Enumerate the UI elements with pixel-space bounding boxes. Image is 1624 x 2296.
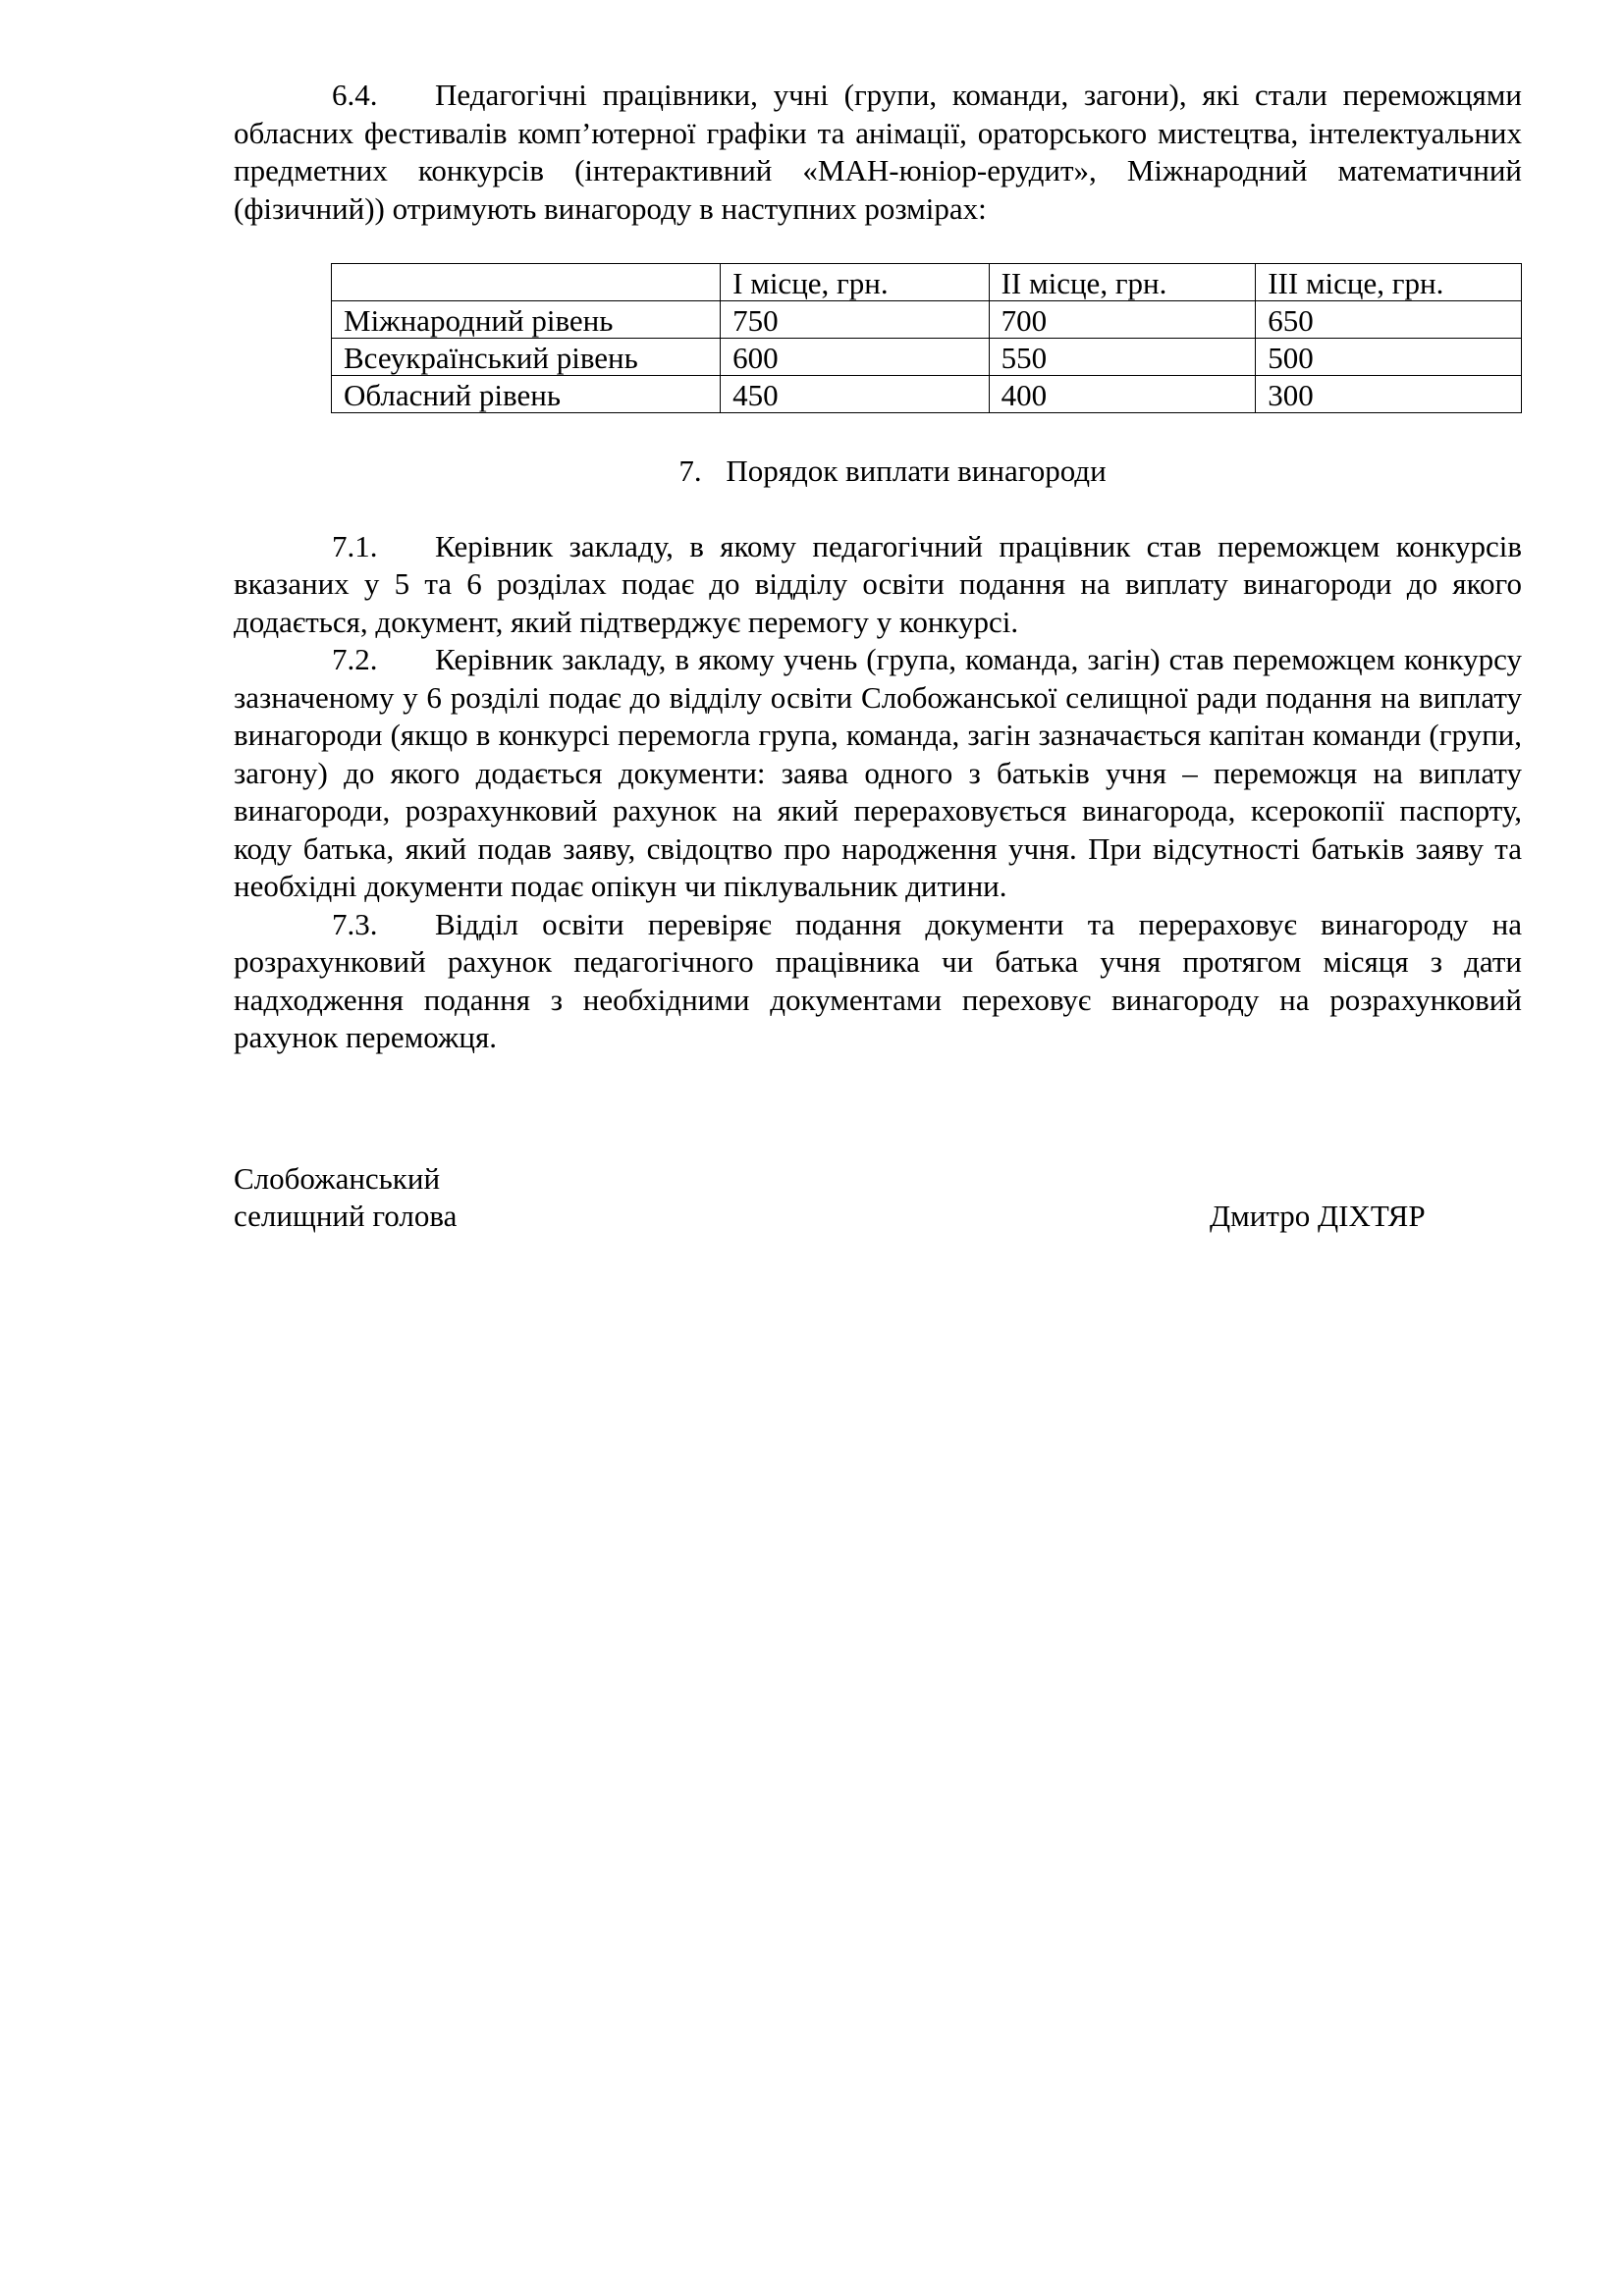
signatory-name: Дмитро ДІХТЯР [1210, 1199, 1426, 1233]
table-header-cell: І місце, грн. [721, 264, 989, 301]
table-cell: 700 [989, 301, 1256, 339]
table-cell: 400 [989, 376, 1256, 413]
table-cell: 550 [989, 339, 1256, 376]
table-cell: 500 [1256, 339, 1522, 376]
table-cell: 450 [721, 376, 989, 413]
paragraph-number: 6.4. [332, 78, 378, 112]
table-cell: 650 [1256, 301, 1522, 339]
table-header-cell: ІІ місце, грн. [989, 264, 1256, 301]
paragraph-7-3 [234, 906, 1522, 1057]
signatory-title [234, 1160, 457, 1236]
table-row [332, 301, 1522, 339]
document-page [234, 77, 1522, 1239]
paragraph-number: 7.1. [332, 528, 378, 563]
paragraph-number: 7.3. [332, 906, 378, 941]
paragraph-text: Керівник закладу, в якому учень (група, команда, загін) став переможцем конкурсу зазначеному у 6 розділі подає до відділу освіти Слобожанської селищної ради подання на виплату винагороди (якщо в конкурсі перемогла група, команда, загін зазначається капітан команди (групи, загону) до якого додається документи: заява одного з батьків учня – переможця на виплату винагороди, розрахунковий рахунок на який перераховується винагорода, ксерокопії паспорту, коду батька, який подав заяву, свідоцтво про народження учня. При відсутності батьків заяву та необхідні документи подає опікун чи піклувальник дитини. [234, 642, 1522, 903]
signatory-title-line: селищний голова [234, 1199, 458, 1233]
paragraph-text: Відділ освіти перевіряє подання документи та перераховує винагороду на розрахунковий рахунок педагогічного працівника чи батька учня протягом місяця з дати надходження подання з необхідними документами переховує винагороду на розрахунковий рахунок переможця. [234, 906, 1522, 1054]
table-row [332, 339, 1522, 376]
table-cell: Всеукраїнський рівень [332, 339, 721, 376]
table-cell: 600 [721, 339, 989, 376]
paragraph-text: Керівник закладу, в якому педагогічний працівник став переможцем конкурсів вказаних у 5 та 6 розділах подає до відділу освіти подання на виплату винагороди до якого додається, документ, який підтверджує перемогу у конкурсі. [234, 528, 1522, 639]
section-number: 7. [678, 454, 702, 488]
paragraph-7-1 [234, 528, 1522, 642]
paragraph-text: Педагогічні працівники, учні (групи, команди, загони), які стали переможцями обласних фестивалів комп’ютерної графіки та анімації, ораторського мистецтва, інтелектуальних предметних конкурсів (інтерактивний «МАН-юніор-ерудит», Міжнародний математичний (фізичний)) отримують винагороду в наступних розмірах: [234, 78, 1522, 226]
signatory-title-line: Слобожанський [234, 1160, 441, 1196]
table-cell: Обласний рівень [332, 376, 721, 413]
table-cell: Міжнародний рівень [332, 301, 721, 339]
section-title: Порядок виплати винагороди [726, 454, 1107, 488]
paragraph-6-4 [234, 77, 1522, 228]
table-cell: 300 [1256, 376, 1522, 413]
table-header-cell [332, 264, 721, 301]
paragraph-7-2 [234, 641, 1522, 906]
award-amounts-table [331, 263, 1522, 413]
paragraph-number: 7.2. [332, 642, 378, 676]
table-row [332, 376, 1522, 413]
table-header-row [332, 264, 1522, 301]
table-cell: 750 [721, 301, 989, 339]
section-7-heading [234, 453, 1522, 491]
signature-block [234, 1160, 1522, 1239]
table-header-cell: ІІІ місце, грн. [1256, 264, 1522, 301]
